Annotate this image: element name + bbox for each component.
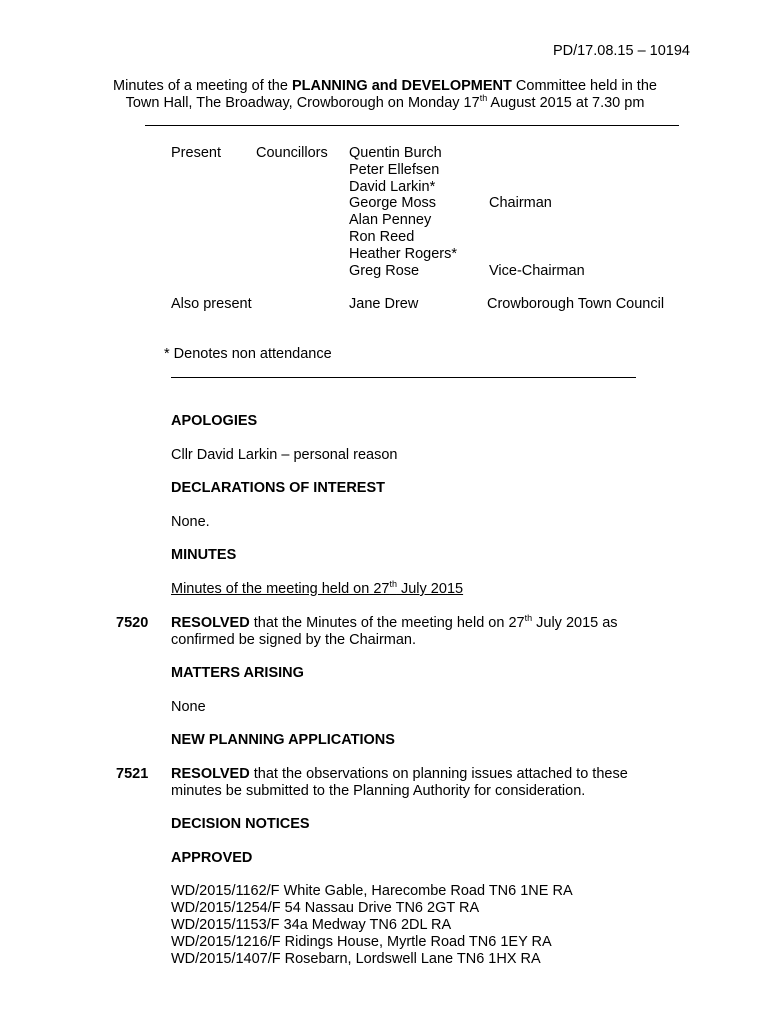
ordinal-suffix: th — [389, 579, 397, 590]
matters-arising-heading: MATTERS ARISING — [171, 665, 304, 681]
ordinal-suffix: th — [479, 93, 488, 104]
page-title-line-2 — [0, 95, 770, 112]
ordinal-suffix: th — [524, 613, 533, 624]
approved-application: WD/2015/1162/F White Gable, Harecombe Road TN6 1NE RA — [171, 883, 573, 899]
title-text: Town Hall, The Broadway, Crowborough on Monday 17 — [125, 95, 480, 111]
also-present-label: Also present — [171, 296, 252, 312]
present-label: Present — [171, 145, 221, 161]
minutes-subheading-text: Minutes of the meeting held on 27 — [171, 581, 390, 597]
attendance-divider — [171, 377, 636, 378]
item-7520-line-2: confirmed be signed by the Chairman. — [171, 632, 417, 648]
member-name: Alan Penney — [349, 212, 432, 229]
item-text: that the Minutes of the meeting held on 27 — [249, 615, 525, 631]
resolved-label: RESOLVED — [171, 615, 250, 631]
attendance-footnote: * Denotes non attendance — [164, 346, 332, 362]
member-name: Quentin Burch — [349, 145, 442, 161]
new-applications-heading: NEW PLANNING APPLICATIONS — [171, 732, 395, 748]
document-reference: PD/17.08.15 – 10194 — [552, 43, 690, 59]
title-divider — [145, 125, 679, 126]
committee-name: PLANNING and DEVELOPMENT — [291, 78, 512, 94]
minutes-heading: MINUTES — [171, 547, 237, 563]
item-7521-line-2: minutes be submitted to the Planning Authority for consideration. — [171, 783, 586, 799]
item-text: that the observations on planning issues attached to these — [249, 766, 628, 782]
title-text: August 2015 at 7.30 pm — [487, 95, 645, 111]
approved-application: WD/2015/1216/F Ridings House, Myrtle Road TN6 1EY RA — [171, 934, 552, 950]
minutes-subheading — [171, 581, 463, 598]
item-number-7520: 7520 — [116, 615, 149, 631]
declarations-heading: DECLARATIONS OF INTEREST — [171, 480, 386, 496]
member-name: David Larkin* — [349, 178, 436, 195]
member-role: Chairman — [489, 195, 552, 212]
member-name: Heather Rogers* — [349, 245, 457, 262]
also-present-name: Jane Drew — [349, 296, 419, 312]
minutes-subheading-text: July 2015 — [396, 581, 464, 597]
member-role: Vice-Chairman — [489, 262, 585, 279]
councillors-label: Councillors — [256, 145, 328, 161]
page-title-line-1 — [0, 78, 770, 95]
matters-arising-text: None — [171, 699, 206, 715]
title-text: Committee held in the — [511, 78, 657, 94]
member-name: George Moss — [349, 195, 437, 212]
item-7520-line-1 — [171, 615, 618, 632]
item-text: July 2015 as — [532, 615, 618, 631]
member-name: Ron Reed — [349, 229, 415, 245]
approved-application: WD/2015/1153/F 34a Medway TN6 2DL RA — [171, 917, 452, 933]
approved-heading: APPROVED — [171, 850, 253, 866]
member-name: Greg Rose — [349, 262, 420, 279]
decision-notices-heading: DECISION NOTICES — [171, 816, 310, 832]
apologies-text: Cllr David Larkin – personal reason — [171, 447, 398, 463]
item-number-7521: 7521 — [116, 766, 149, 782]
approved-application: WD/2015/1254/F 54 Nassau Drive TN6 2GT RA — [171, 900, 480, 916]
resolved-label: RESOLVED — [171, 766, 250, 782]
approved-application: WD/2015/1407/F Rosebarn, Lordswell Lane TN6 1HX RA — [171, 951, 541, 967]
also-present-organisation: Crowborough Town Council — [487, 296, 665, 312]
title-text: Minutes of a meeting of the — [113, 78, 292, 94]
apologies-heading: APOLOGIES — [171, 413, 258, 429]
member-name: Peter Ellefsen — [349, 161, 440, 178]
declarations-text: None. — [171, 514, 210, 530]
item-7521-line-1 — [171, 766, 628, 783]
